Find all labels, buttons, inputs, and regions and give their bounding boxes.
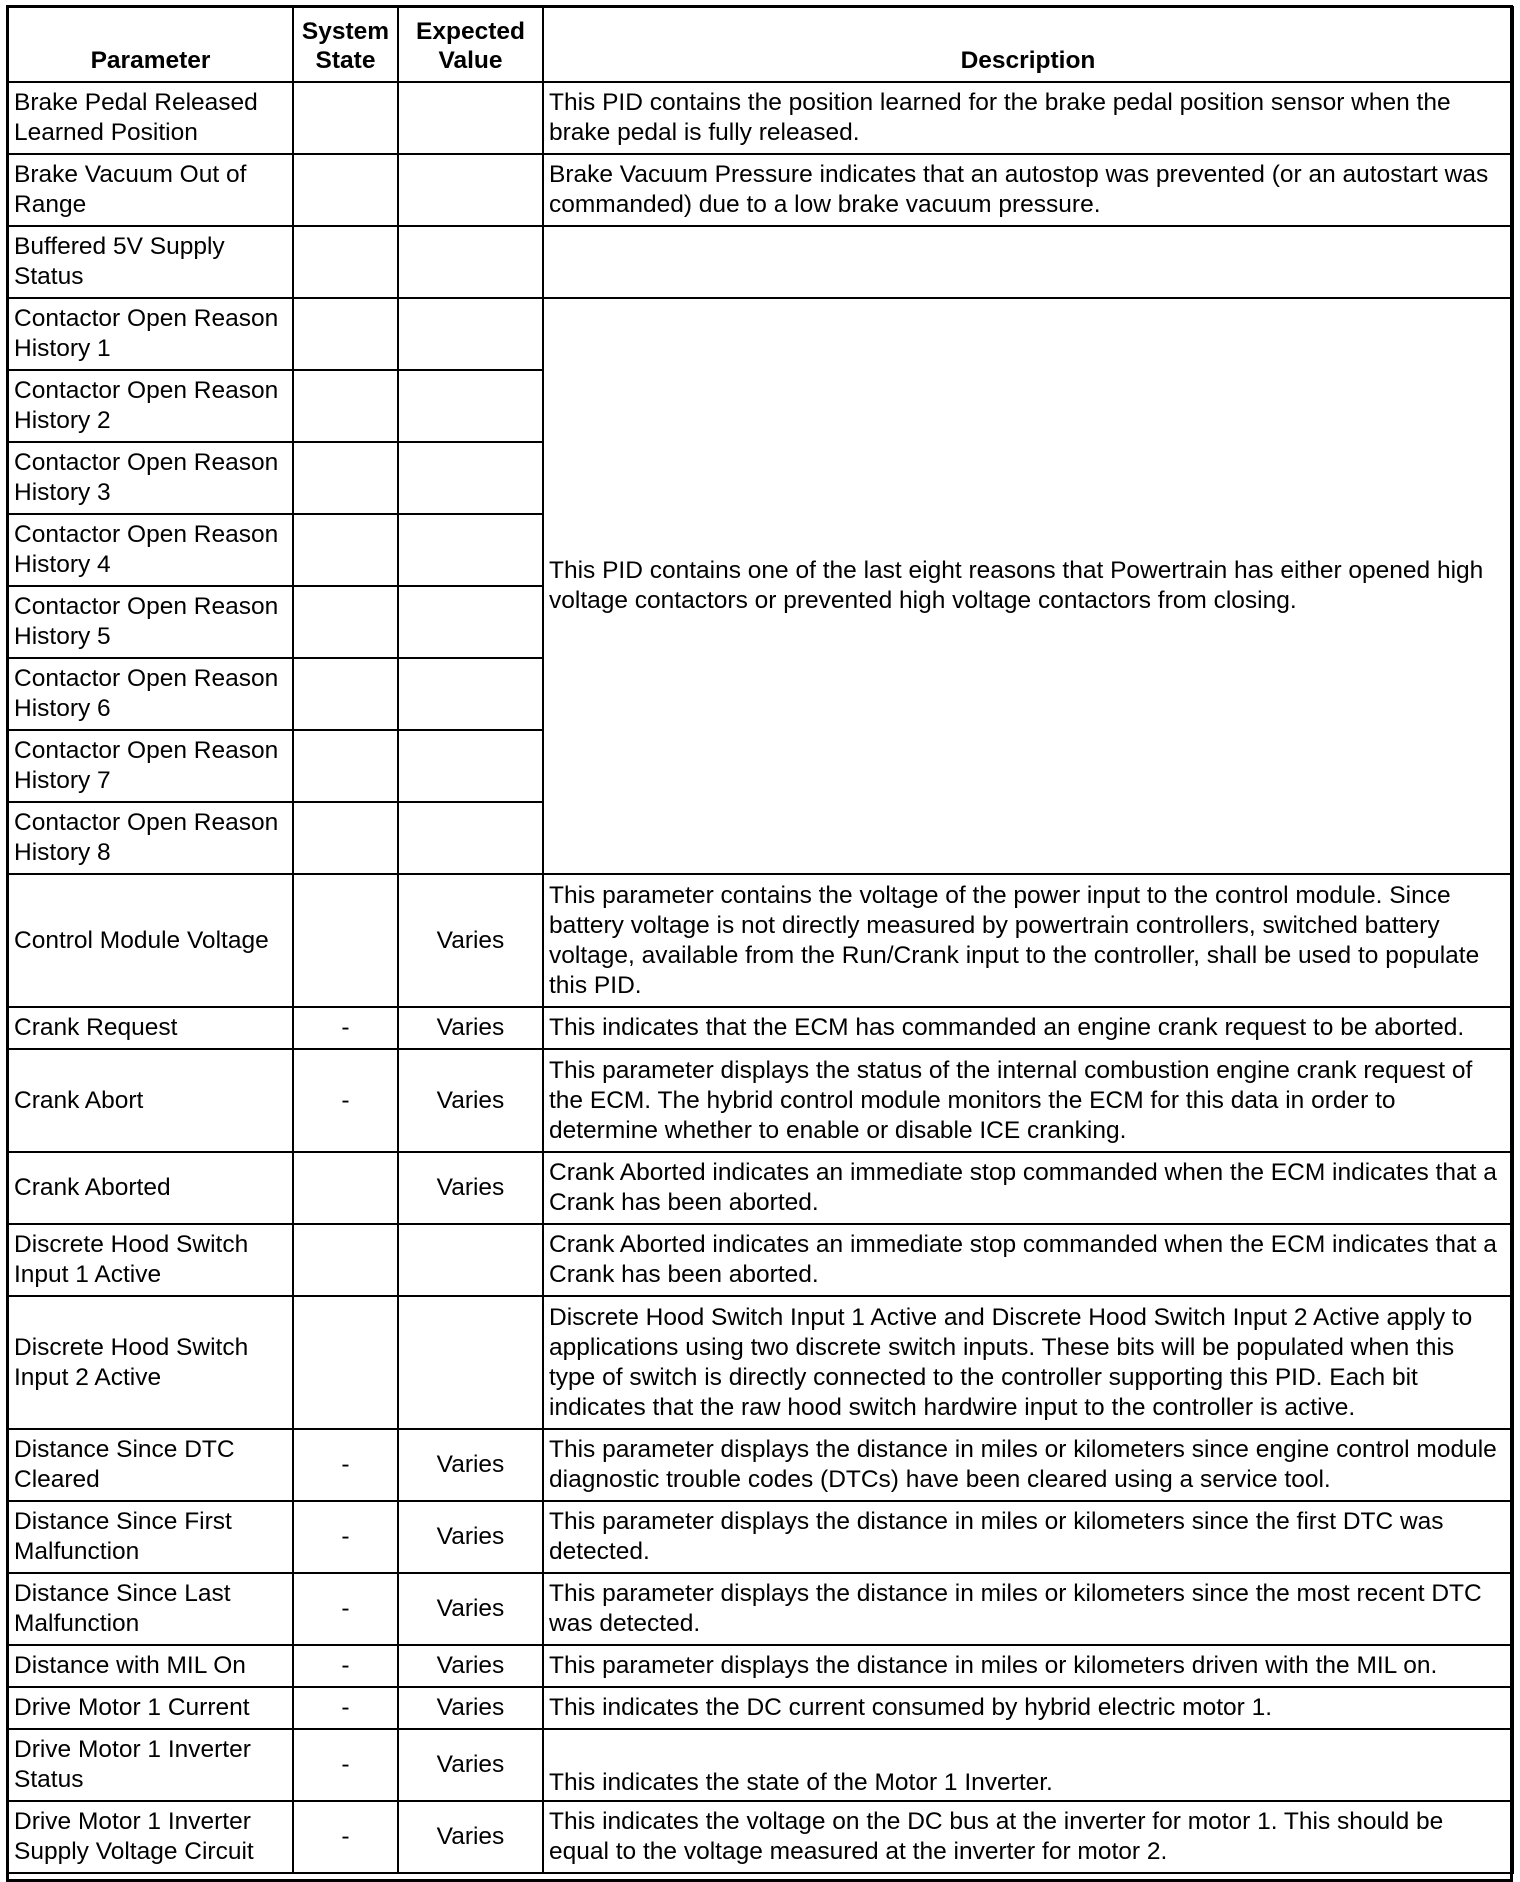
cell-expected-value xyxy=(398,154,543,226)
cell-parameter: Discrete Hood Switch Input 1 Active xyxy=(8,1224,293,1296)
parameter-table xyxy=(7,6,1514,1874)
cell-expected-value: Varies xyxy=(398,1501,543,1573)
table-row xyxy=(8,226,1513,298)
header-expected-value: Expected Value xyxy=(398,7,543,82)
table-row xyxy=(8,298,1513,370)
cell-parameter: Contactor Open Reason History 2 xyxy=(8,370,293,442)
cell-system-state xyxy=(293,1152,398,1224)
cell-system-state: - xyxy=(293,1801,398,1873)
cell-system-state xyxy=(293,658,398,730)
cell-expected-value: Varies xyxy=(398,1687,543,1729)
cell-parameter: Drive Motor 1 Inverter Supply Voltage Circuit xyxy=(8,1801,293,1873)
cell-system-state xyxy=(293,298,398,370)
cell-system-state xyxy=(293,226,398,298)
cell-parameter: Buffered 5V Supply Status xyxy=(8,226,293,298)
table-row xyxy=(8,1049,1513,1152)
table-row xyxy=(8,874,1513,1007)
table-row xyxy=(8,1007,1513,1049)
table-row xyxy=(8,1645,1513,1687)
cell-system-state xyxy=(293,802,398,874)
cell-parameter: Crank Aborted xyxy=(8,1152,293,1224)
table-row xyxy=(8,82,1513,154)
cell-expected-value xyxy=(398,1296,543,1429)
header-row xyxy=(8,7,1513,82)
cell-parameter: Contactor Open Reason History 3 xyxy=(8,442,293,514)
cell-system-state: - xyxy=(293,1049,398,1152)
cell-description: This indicates the voltage on the DC bus at the inverter for motor 1. This should be equal to the voltage measured at the inverter for motor 2. xyxy=(543,1801,1513,1873)
cell-parameter: Brake Vacuum Out of Range xyxy=(8,154,293,226)
table-row xyxy=(8,1501,1513,1573)
header-parameter: Parameter xyxy=(8,7,293,82)
cell-parameter: Control Module Voltage xyxy=(8,874,293,1007)
cell-parameter: Distance with MIL On xyxy=(8,1645,293,1687)
cell-system-state xyxy=(293,442,398,514)
cell-description-contactor-group: This PID contains one of the last eight reasons that Powertrain has either opened high voltage contactors or prevented high voltage contactors from closing. xyxy=(543,298,1513,874)
cell-parameter: Distance Since Last Malfunction xyxy=(8,1573,293,1645)
table-row xyxy=(8,1573,1513,1645)
cell-description: This parameter displays the distance in miles or kilometers since engine control module diagnostic trouble codes (DTCs) have been cleared using a service tool. xyxy=(543,1429,1513,1501)
cell-system-state xyxy=(293,370,398,442)
cell-expected-value xyxy=(398,802,543,874)
cell-description: This parameter displays the distance in miles or kilometers since the most recent DTC was detected. xyxy=(543,1573,1513,1645)
cell-expected-value: Varies xyxy=(398,1429,543,1501)
cell-system-state: - xyxy=(293,1645,398,1687)
table-row xyxy=(8,1152,1513,1224)
cell-expected-value: Varies xyxy=(398,1007,543,1049)
cell-expected-value: Varies xyxy=(398,1573,543,1645)
cell-description: This PID contains the position learned for the brake pedal position sensor when the brake pedal is fully released. xyxy=(543,82,1513,154)
cell-expected-value xyxy=(398,298,543,370)
cell-expected-value xyxy=(398,226,543,298)
cell-parameter: Contactor Open Reason History 8 xyxy=(8,802,293,874)
table-row xyxy=(8,154,1513,226)
cell-system-state xyxy=(293,874,398,1007)
cell-description: This parameter contains the voltage of the power input to the control module. Since battery voltage is not directly measured by powertrain controllers, switched battery voltage, available from the Run/Crank input to the controller, shall be used to populate this PID. xyxy=(543,874,1513,1007)
cell-parameter: Drive Motor 1 Inverter Status xyxy=(8,1729,293,1801)
cell-expected-value: Varies xyxy=(398,1729,543,1801)
cell-description: Crank Aborted indicates an immediate stop commanded when the ECM indicates that a Crank has been aborted. xyxy=(543,1152,1513,1224)
cell-system-state: - xyxy=(293,1687,398,1729)
cell-description: This parameter displays the distance in miles or kilometers since the first DTC was detected. xyxy=(543,1501,1513,1573)
table-row xyxy=(8,1429,1513,1501)
cell-expected-value xyxy=(398,514,543,586)
cell-description: This indicates the DC current consumed by hybrid electric motor 1. xyxy=(543,1687,1513,1729)
cell-description: Discrete Hood Switch Input 1 Active and Discrete Hood Switch Input 2 Active apply to applications using two discrete switch inputs. These bits will be populated when this type of switch is directly connected to the controller supporting this PID. Each bit indicates that the raw hood switch hardwire input to the controller is active. xyxy=(543,1296,1513,1429)
cell-system-state: - xyxy=(293,1429,398,1501)
cell-description: Brake Vacuum Pressure indicates that an autostop was prevented (or an autostart was commanded) due to a low brake vacuum pressure. xyxy=(543,154,1513,226)
cell-system-state: - xyxy=(293,1007,398,1049)
cell-description xyxy=(543,226,1513,298)
cell-system-state xyxy=(293,586,398,658)
cell-expected-value xyxy=(398,370,543,442)
cell-expected-value xyxy=(398,586,543,658)
table-row xyxy=(8,1801,1513,1873)
cell-parameter: Contactor Open Reason History 7 xyxy=(8,730,293,802)
cell-description: This indicates the state of the Motor 1 Inverter. xyxy=(543,1729,1513,1801)
cell-system-state: - xyxy=(293,1501,398,1573)
cell-parameter: Crank Abort xyxy=(8,1049,293,1152)
cell-system-state xyxy=(293,154,398,226)
cell-expected-value: Varies xyxy=(398,1152,543,1224)
cell-system-state: - xyxy=(293,1729,398,1801)
cell-description: This indicates that the ECM has commanded an engine crank request to be aborted. xyxy=(543,1007,1513,1049)
header-description: Description xyxy=(543,7,1513,82)
cell-system-state xyxy=(293,514,398,586)
cell-description: This parameter displays the status of the internal combustion engine crank request of the ECM. The hybrid control module monitors the ECM for this data in order to determine whether to enable or disable ICE cranking. xyxy=(543,1049,1513,1152)
cell-parameter: Contactor Open Reason History 5 xyxy=(8,586,293,658)
cell-expected-value xyxy=(398,658,543,730)
cell-system-state xyxy=(293,82,398,154)
cell-system-state xyxy=(293,1296,398,1429)
cell-parameter: Contactor Open Reason History 1 xyxy=(8,298,293,370)
cell-description: This parameter displays the distance in miles or kilometers driven with the MIL on. xyxy=(543,1645,1513,1687)
table-row xyxy=(8,1729,1513,1801)
cell-parameter: Brake Pedal Released Learned Position xyxy=(8,82,293,154)
table-row xyxy=(8,1224,1513,1296)
cell-system-state xyxy=(293,730,398,802)
cell-parameter: Contactor Open Reason History 6 xyxy=(8,658,293,730)
cell-expected-value xyxy=(398,730,543,802)
table-row xyxy=(8,1687,1513,1729)
cell-description: Crank Aborted indicates an immediate stop commanded when the ECM indicates that a Crank has been aborted. xyxy=(543,1224,1513,1296)
cell-expected-value: Varies xyxy=(398,1049,543,1152)
header-system-state: System State xyxy=(293,7,398,82)
cell-expected-value xyxy=(398,442,543,514)
cell-expected-value: Varies xyxy=(398,1801,543,1873)
cell-system-state: - xyxy=(293,1573,398,1645)
cell-parameter: Discrete Hood Switch Input 2 Active xyxy=(8,1296,293,1429)
cell-parameter: Contactor Open Reason History 4 xyxy=(8,514,293,586)
cell-parameter: Crank Request xyxy=(8,1007,293,1049)
cell-parameter: Distance Since DTC Cleared xyxy=(8,1429,293,1501)
cell-parameter: Distance Since First Malfunction xyxy=(8,1501,293,1573)
table-row xyxy=(8,1296,1513,1429)
cell-expected-value: Varies xyxy=(398,1645,543,1687)
cell-expected-value xyxy=(398,82,543,154)
cell-expected-value: Varies xyxy=(398,874,543,1007)
cell-expected-value xyxy=(398,1224,543,1296)
cell-system-state xyxy=(293,1224,398,1296)
cell-parameter: Drive Motor 1 Current xyxy=(8,1687,293,1729)
